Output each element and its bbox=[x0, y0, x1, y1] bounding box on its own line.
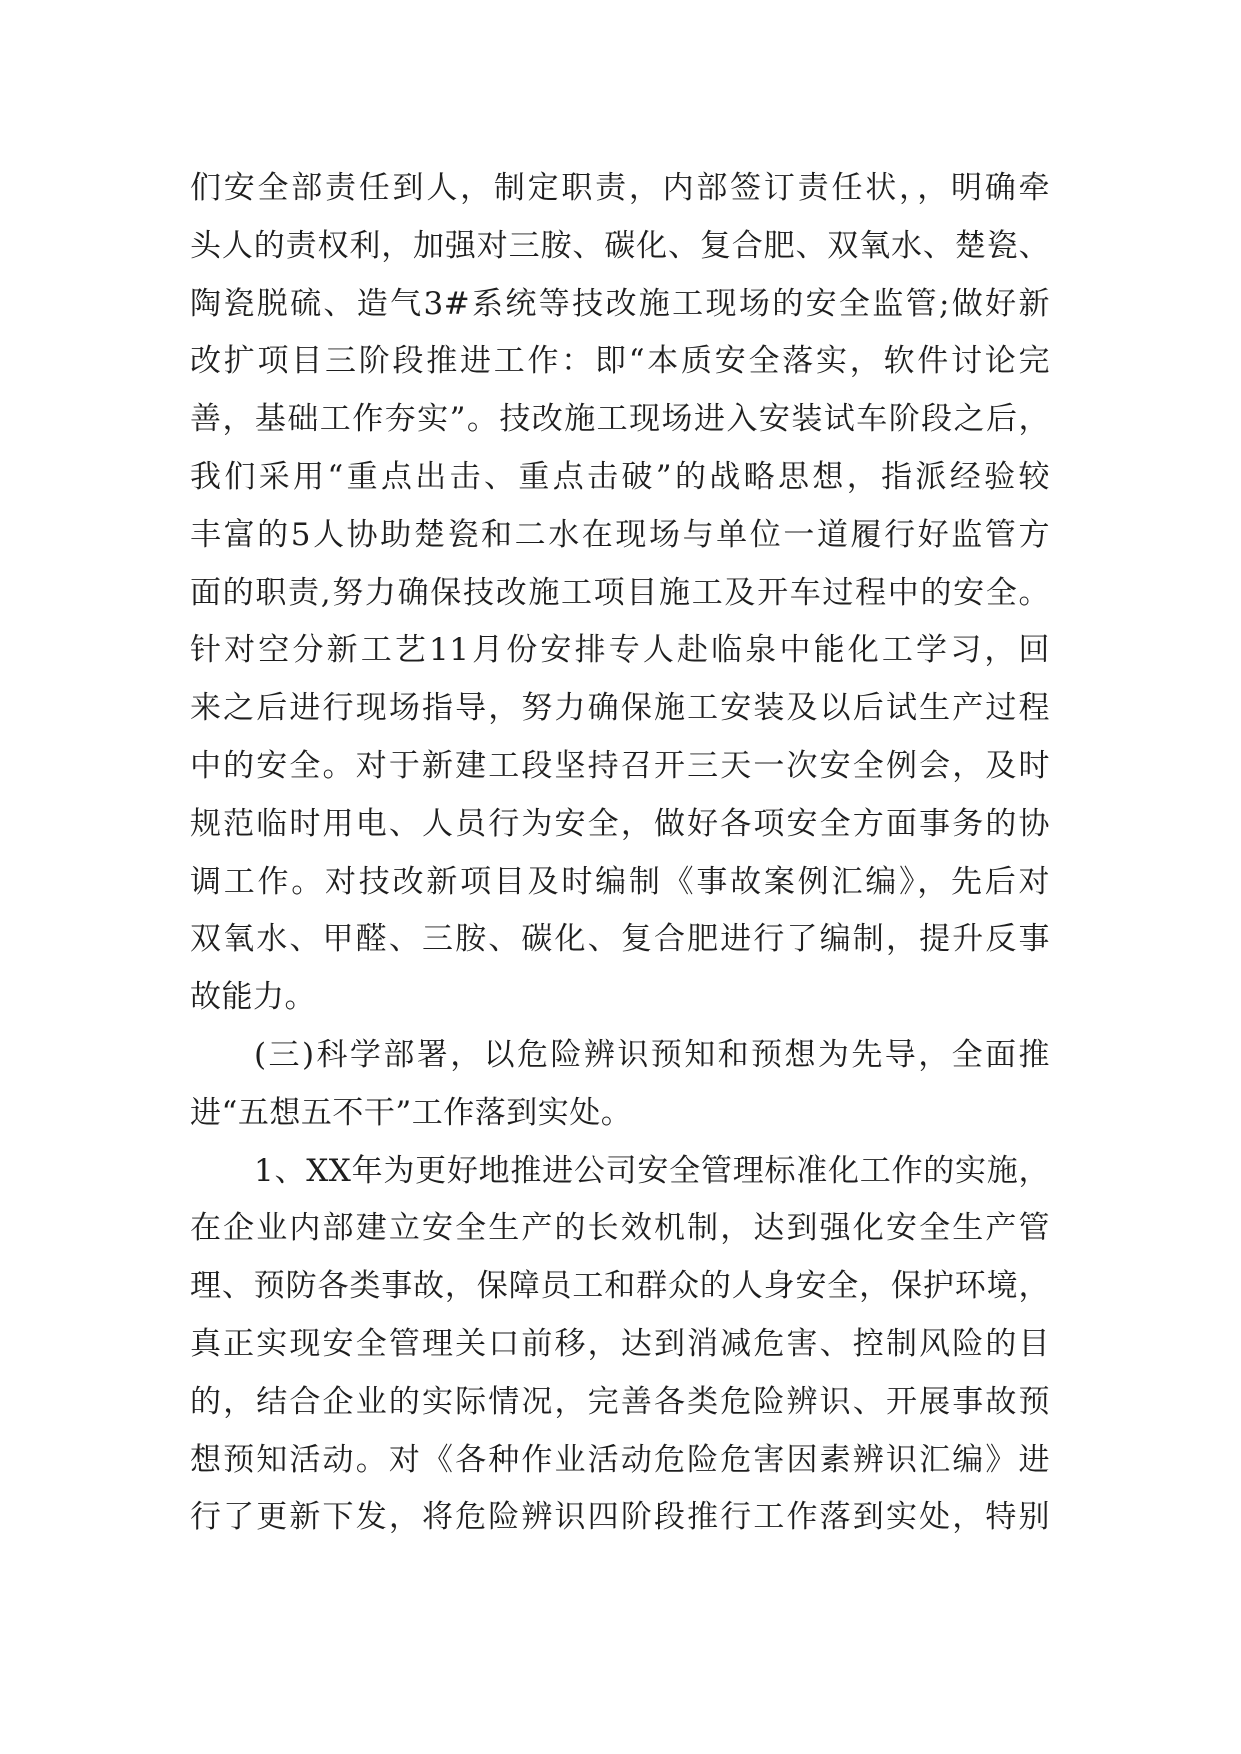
text-line: 头人的责权利，加强对三胺、碳化、复合肥、双氧水、楚瓷、 bbox=[190, 227, 1050, 264]
text-line: 善，基础工作夯实”。技改施工现场进入安装试车阶段之后， bbox=[190, 401, 1050, 438]
text-line: 理、预防各类事故，保障员工和群众的人身安全，保护环境， bbox=[190, 1268, 1050, 1305]
text-line: 陶瓷脱硫、造气3#系统等技改施工现场的安全监管;做好新 bbox=[190, 285, 1050, 322]
text-line: 们安全部责任到人，制定职责，内部签订责任状，，明确牵 bbox=[190, 170, 1050, 206]
section-heading-line: 进“五想五不干”工作落到实处。 bbox=[190, 1094, 633, 1131]
text-line: 针对空分新工艺11月份安排专人赴临泉中能化工学习，回 bbox=[190, 632, 1050, 669]
text-line: 想预知活动。对《各种作业活动危险危害因素辨识汇编》进 bbox=[190, 1441, 1050, 1478]
text-line: 1、XX年为更好地推进公司安全管理标准化工作的实施， bbox=[254, 1152, 1050, 1189]
text-line: 面的职责,努力确保技改施工项目施工及开车过程中的安全。 bbox=[190, 574, 1050, 611]
text-line: 的，结合企业的实际情况，完善各类危险辨识、开展事故预 bbox=[190, 1383, 1050, 1420]
text-line: 故能力。 bbox=[190, 979, 316, 1016]
text-line: 双氧水、甲醛、三胺、碳化、复合肥进行了编制，提升反事 bbox=[190, 921, 1050, 958]
text-line: 规范临时用电、人员行为安全，做好各项安全方面事务的协 bbox=[190, 805, 1050, 842]
text-line: 丰富的5人协助楚瓷和二水在现场与单位一道履行好监管方 bbox=[190, 516, 1050, 553]
document-body bbox=[190, 160, 1050, 1547]
text-line: 来之后进行现场指导，努力确保施工安装及以后试生产过程 bbox=[190, 690, 1050, 727]
text-line: 我们采用“重点出击、重点击破”的战略思想，指派经验较 bbox=[190, 458, 1050, 495]
section-heading-line: (三)科学部署，以危险辨识预知和预想为先导，全面推 bbox=[254, 1036, 1050, 1073]
text-line: 调工作。对技改新项目及时编制《事故案例汇编》，先后对 bbox=[190, 863, 1050, 900]
text-line: 改扩项目三阶段推进工作：即“本质安全落实，软件讨论完 bbox=[190, 343, 1050, 380]
text-line: 行了更新下发，将危险辨识四阶段推行工作落到实处，特别 bbox=[190, 1499, 1050, 1536]
text-line: 中的安全。对于新建工段坚持召开三天一次安全例会，及时 bbox=[190, 747, 1050, 784]
text-line: 真正实现安全管理关口前移，达到消减危害、控制风险的目 bbox=[190, 1325, 1050, 1362]
text-line: 在企业内部建立安全生产的长效机制，达到强化安全生产管 bbox=[190, 1210, 1050, 1247]
